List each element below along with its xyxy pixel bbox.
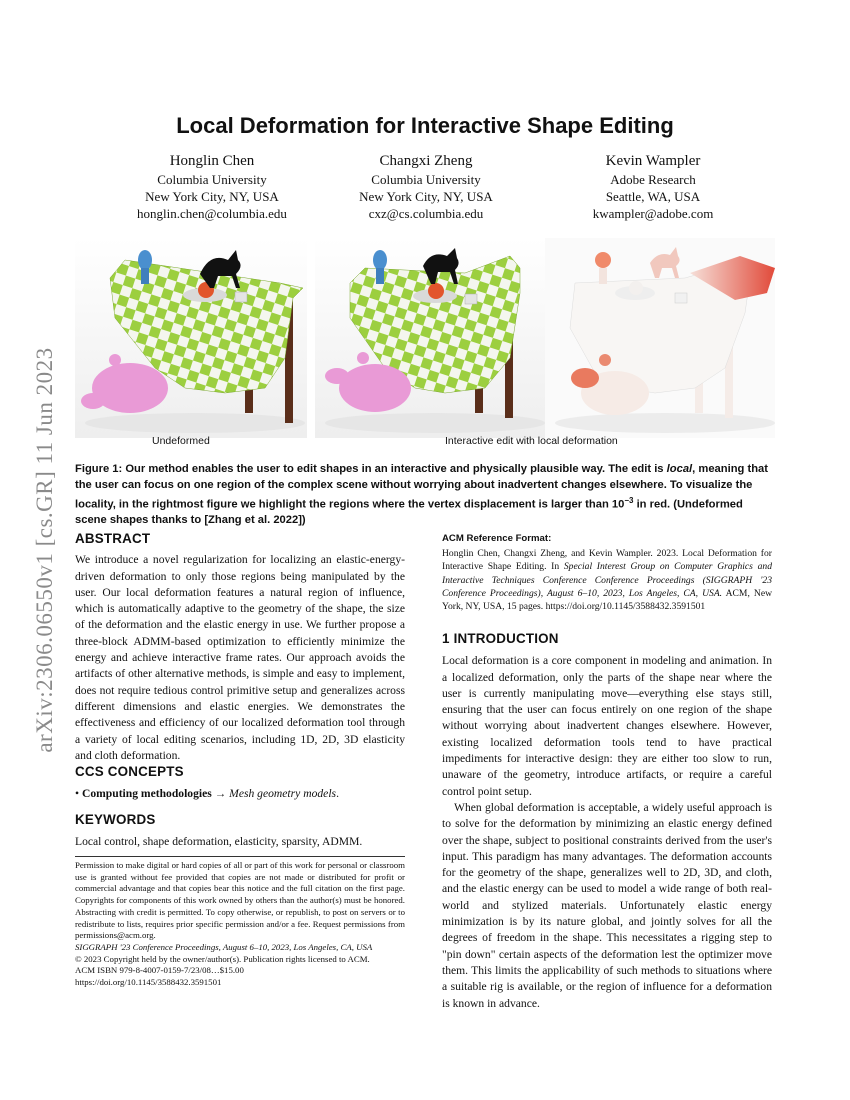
author-email[interactable]: honglin.chen@columbia.edu — [137, 206, 287, 221]
abstract-text: We introduce a novel regularization for localizing an elastic-energy-driven deformation to only those regions being manipulated by the user. Our local deformation features a natural region of influence, which is automatically adaptive to the geometry of the shape, the size of the deformation and the elastic energy in use. We further propose a three-block ADMM-based optimization to efficiently minimize the energy and achieve interactive frame rates. Our approach avoids the artifacts of other alternative methods, is simple and easy to implement, does not require tedious control primitive setup and generalizes across different dimensions and elastic energies. We demonstrates the effectiveness and efficiency of our localized deformation tool through a variety of local editing scenarios, including 1D, 2D, 3D elasticity and cloth deformation. — [75, 553, 405, 762]
ccs-heading: CCS CONCEPTS — [75, 764, 184, 779]
author-affiliation: Columbia University — [371, 172, 481, 187]
caption-text: in red. (Undeformed scene shapes thanks to [Zhang et al. 2022]) — [75, 498, 743, 527]
permission-doi[interactable]: https://doi.org/10.1145/3588432.3591501 — [75, 977, 222, 988]
author-name: Changxi Zheng — [379, 153, 473, 169]
keywords-heading: KEYWORDS — [75, 812, 156, 827]
author-location: New York City, NY, USA — [359, 189, 493, 204]
permission-block — [75, 860, 405, 989]
panel-deformed — [315, 238, 547, 438]
figure-label-deformed: Interactive edit with local deformation — [445, 435, 618, 447]
author-block-2 — [306, 152, 546, 222]
abstract-section — [75, 531, 405, 764]
introduction-heading: 1 INTRODUCTION — [442, 631, 559, 646]
keywords-section — [75, 812, 405, 851]
panel-highlighted — [545, 238, 775, 438]
caption-text: Figure 1: Our method enables the user to edit shapes in an interactive and physically plausible way. The edit is — [75, 463, 667, 475]
author-name: Kevin Wampler — [605, 153, 701, 169]
caption-text: , meaning that the user can focus on one region of the complex scene without worrying about inadvertent changes elsewhere. To visualize the locality, in the rightmost figure we highlight the regions where the vertex displacement is larger than 10 — [75, 463, 768, 511]
teaser-figure — [75, 238, 775, 438]
figure-caption — [75, 462, 775, 529]
acm-reference-text: Honglin Chen, Changxi Zheng, and Kevin Wampler. 2023. Local Deformation for Interactive Shape Editing. In Special Interest Group on Computer Graphics and Interactive Techniques Conference Conference Proceedings (SIGGRAPH '23 Conference Proceedings), August 6–10, 2023, Los Angeles, CA, USA. ACM, New York, NY, USA, 15 pages. https://doi.org/10.1145/3588432.3591501 — [442, 548, 773, 613]
author-email[interactable]: kwampler@adobe.com — [592, 206, 714, 221]
ccs-section — [75, 764, 405, 803]
intro-paragraph-2: When global deformation is acceptable, a widely useful approach is to solve for the deformation by minimizing an elastic energy defined over the shape, subject to positional constraints derived from the user's input. This paradigm has many advantages. The deformation accounts for the geometry of the shape, generalizes well to 2D, 3D, and cloth, and the elastic energy can be used to model a wide range of both real-world and stylized materials. Unfortunately elastic energy minimization is by its nature global, and jointly solves for all the degrees of freedom in the shape. This necessitates a rigging step to "pin down" certain aspects of the deformation lest the optimizer move them. This limits the applicability of such methods to situations where a suitable rig is available, or the region of influence for a deformation is known in advance. — [442, 800, 772, 1010]
paper-title: Local Deformation for Interactive Shape Editing — [176, 113, 674, 138]
permission-copyright: © 2023 Copyright held by the owner/author(s). Publication rights licensed to ACM. — [75, 953, 370, 964]
permission-venue: SIGGRAPH '23 Conference Proceedings, August 6–10, 2023, Los Angeles, CA, USA — [75, 941, 373, 952]
introduction-section — [442, 631, 772, 1012]
acm-reference — [442, 532, 772, 613]
intro-paragraph-1: Local deformation is a core component in modeling and animation. In a localized deformation, only the parts of the shape near where the user is currently manipulating move—everything else stays still, ensuring that the user can focus entirely on one region of the shape without worrying about inadvertent changes elsewhere. However, existing localized deformation tools tend to have practical impediments for interactive design: they are either too slow to run, unaware of the geometry, introduce artifacts, or require a careful control point setup. — [442, 654, 772, 798]
panel-undeformed — [75, 238, 307, 438]
permission-text: Permission to make digital or hard copies of all or part of this work for personal or classroom use is granted without fee provided that copies are not made or distributed for profit or commercial advantage and that copies bear this notice and the full citation on the first page. Copyrights for components of this work owned by others than the author(s) must be honored. Abstracting with credit is permitted. To copy otherwise, or republish, to post on servers or to redistribute to lists, requires prior specific permission and/or a fee. Request permissions from permissions@acm.org. — [75, 860, 405, 941]
author-block-3 — [533, 152, 773, 222]
arxiv-stamp: arXiv:2306.06550v1 [cs.GR] 11 Jun 2023 — [32, 347, 57, 753]
permission-isbn: ACM ISBN 979-8-4007-0159-7/23/08…$15.00 — [75, 965, 244, 976]
ccs-text: • Computing methodologies → Mesh geometry models. — [75, 787, 339, 801]
author-affiliation: Columbia University — [157, 172, 267, 187]
abstract-heading: ABSTRACT — [75, 531, 151, 546]
keywords-text: Local control, shape deformation, elasticity, sparsity, ADMM. — [75, 835, 363, 849]
author-affiliation: Adobe Research — [610, 172, 696, 187]
author-location: New York City, NY, USA — [145, 189, 279, 204]
caption-superscript: −3 — [624, 496, 634, 505]
permission-divider — [75, 856, 405, 857]
author-block-1 — [92, 152, 332, 222]
author-location: Seattle, WA, USA — [605, 189, 701, 204]
acm-reference-heading: ACM Reference Format: — [442, 533, 552, 544]
caption-emphasis: local — [666, 463, 693, 475]
author-name: Honglin Chen — [169, 153, 255, 169]
author-email[interactable]: cxz@cs.columbia.edu — [368, 206, 484, 221]
figure-label-undeformed: Undeformed — [152, 435, 210, 447]
